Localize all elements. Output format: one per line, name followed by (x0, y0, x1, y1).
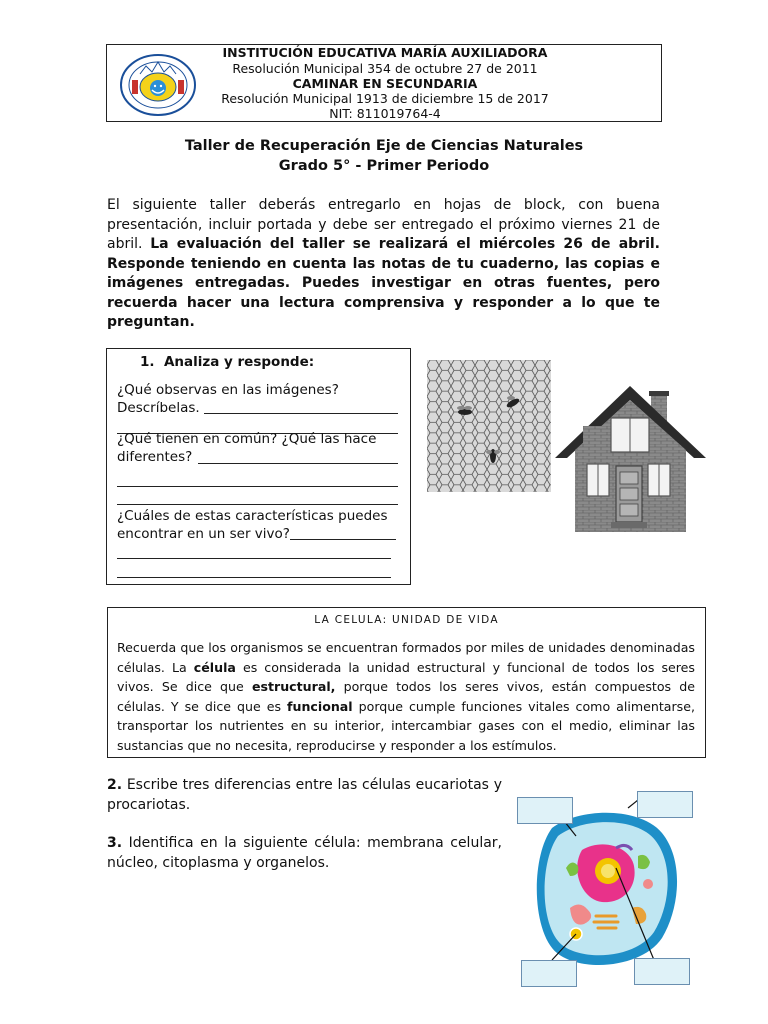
answer-line[interactable] (117, 504, 398, 505)
cell-text-part: porque todos los seres vivos, están compuestos de células. Y se dice que es (117, 679, 695, 714)
question-1-heading-text: Analiza y responde: (163, 354, 315, 370)
question-1a-line-2: Descríbelas. (117, 400, 200, 416)
answer-line[interactable] (117, 486, 398, 487)
answer-line[interactable] (204, 413, 398, 414)
header-resolution-1: Resolución Municipal 354 de octubre 27 de 2011 (232, 61, 538, 76)
question-1b (117, 430, 402, 466)
cell-text-bold: célula (193, 659, 236, 675)
cell-label-box[interactable] (637, 791, 693, 818)
cell-text-part: es considerada la unidad estructural y funcional de todos los seres vivos. Se dice que (117, 659, 695, 694)
honeycomb-image (427, 360, 551, 492)
answer-line[interactable] (117, 558, 391, 559)
intro-paragraph (107, 196, 660, 333)
house-image (553, 384, 708, 534)
header-institution: INSTITUCIÓN EDUCATIVA MARÍA AUXILIADORA (222, 45, 548, 60)
page-title: Taller de Recuperación Eje de Ciencias Naturales (184, 138, 584, 154)
question-2-number: 2. (107, 777, 123, 793)
cell-label-box[interactable] (521, 960, 577, 987)
page-subtitle: Grado 5° - Primer Periodo (278, 158, 490, 174)
cell-text-bold: funcional (287, 698, 353, 714)
header-nit: NIT: 811019764-4 (329, 106, 441, 121)
answer-line[interactable] (198, 463, 398, 464)
question-3-number: 3. (107, 835, 123, 851)
question-1c (117, 507, 402, 543)
bee-icon (457, 406, 472, 415)
cell-section-text (117, 638, 695, 755)
question-1c-line-2: encontrar en un ser vivo? (117, 526, 290, 542)
question-1a (117, 381, 402, 417)
cell-section-title: LA CELULA: UNIDAD DE VIDA (314, 614, 499, 626)
intro-normal-text: El siguiente taller deberás entregarlo en hojas de block, con buena presentación, incluir portada y debe ser entregado el próximo viernes 21 de abril. (107, 197, 660, 252)
question-1b-line-1: ¿Qué tienen en común? ¿Qué las hace (117, 431, 377, 447)
question-1b-line-2: diferentes? (117, 449, 193, 465)
question-2-text: Escribe tres diferencias entre las células eucariotas y procariotas. (107, 777, 502, 813)
question-1-number: 1. (140, 354, 155, 370)
answer-line[interactable] (117, 577, 391, 578)
cell-text-bold: estructural, (251, 679, 336, 694)
cell-label-box[interactable] (517, 797, 573, 824)
question-3-text: Identifica en la siguiente célula: membrana celular, núcleo, citoplasma y organelos. (107, 835, 502, 871)
questions-2-3 (107, 776, 502, 892)
cell-label-box[interactable] (634, 958, 690, 985)
cell-text-part: Recuerda que los organismos se encuentran formados por miles de unidades denominadas células. La (117, 640, 695, 675)
header-resolution-2: Resolución Municipal 1913 de diciembre 15 de 2017 (221, 91, 549, 106)
question-1c-line-1: ¿Cuáles de estas características puedes (117, 508, 388, 524)
question-3 (107, 834, 502, 873)
cell-text-part: porque cumple funciones vitales como alimentarse, transportar los nutrientes en su interior, intercambiar gases con el medio, eliminar las sustancias que no necesita, reproducirse y responder a los estímulos. (117, 698, 695, 753)
question-1-heading (140, 353, 425, 371)
question-1a-line-1: ¿Qué observas en las imágenes? (117, 382, 339, 398)
question-2 (107, 776, 502, 815)
intro-bold-text: La evaluación del taller se realizará el miércoles 26 de abril. Responde teniendo en cuenta las notas de tu cuaderno, las copias e imágenes entregadas. Puedes investigar en otras fuentes, pero recuerda hacer una lectura comprensiva y responder a lo que te preguntan. (107, 236, 660, 330)
answer-line[interactable] (290, 539, 396, 540)
header-program: CAMINAR EN SECUNDARIA (292, 76, 478, 91)
